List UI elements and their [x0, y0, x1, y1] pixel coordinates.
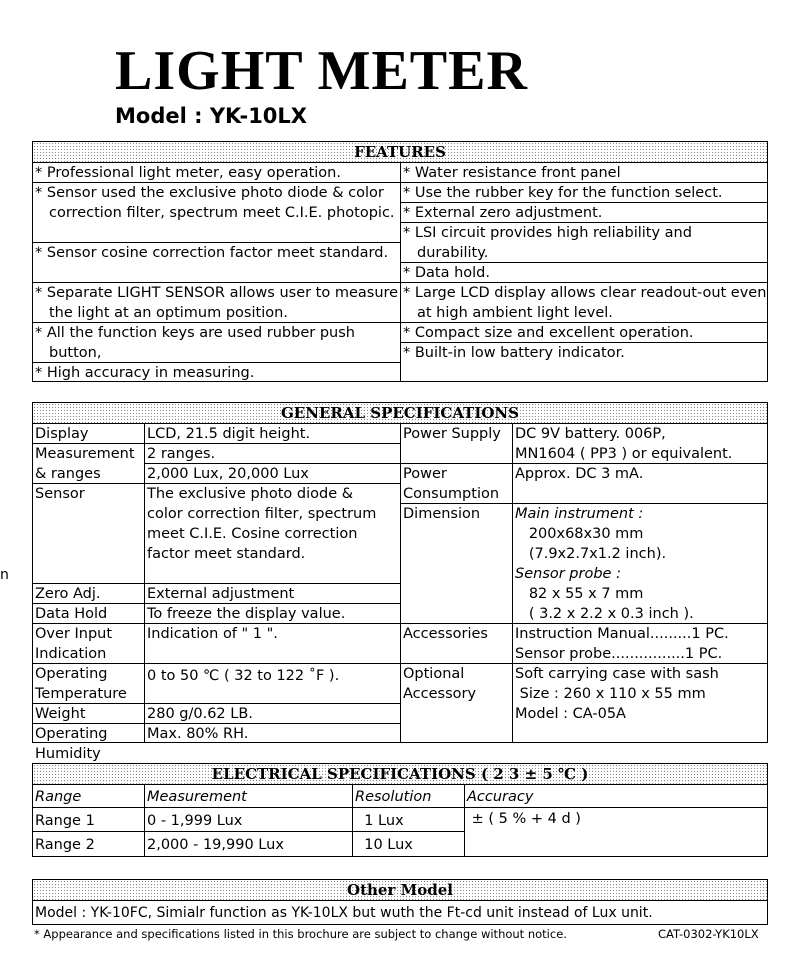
- table-cell: 10 Lux: [355, 837, 413, 853]
- table-cell: 1 Lux: [353, 808, 465, 832]
- spec-label-measurement: Measurement & ranges: [33, 444, 145, 484]
- spec-label-humidity: Operating Humidity: [35, 726, 108, 762]
- table-cell: 0 - 1,999 Lux: [145, 808, 353, 832]
- column-header-range: Range: [33, 785, 145, 808]
- catalog-code: CAT-0302-YK10LX: [658, 927, 759, 941]
- spec-value-humidity: Max. 80% RH.: [147, 726, 249, 742]
- spec-value-consumption: Approx. DC 3 mA.: [513, 464, 767, 504]
- spec-label-temperature: Operating Temperature: [33, 664, 145, 704]
- feature-item: * Sensor cosine correction factor meet standard.: [33, 243, 401, 283]
- feature-item: * Compact size and excellent operation.: [401, 323, 767, 343]
- features-section: [32, 141, 768, 382]
- spec-value-accessories: Instruction Manual.........1 PC. Sensor probe................1 PC.: [513, 624, 767, 664]
- spec-value-display: LCD, 21.5 digit height.: [145, 424, 401, 444]
- column-header-measurement: Measurement: [145, 785, 353, 808]
- feature-item: * Data hold.: [401, 263, 767, 283]
- feature-item: * High accuracy in measuring.: [35, 365, 255, 381]
- spec-label-display: Display: [33, 424, 145, 444]
- feature-item: * Built-in low battery indicator.: [403, 345, 625, 361]
- spec-value-hold: To freeze the display value.: [145, 604, 401, 624]
- electrical-specs-section: [32, 763, 768, 857]
- spec-label-weight: Weight: [33, 704, 145, 724]
- table-cell: 2,000 - 19,990 Lux: [147, 837, 284, 853]
- other-model-section: [32, 879, 768, 925]
- page-title: LIGHT METER: [115, 40, 528, 102]
- spec-value-measurement: 2 ranges.: [145, 444, 401, 464]
- feature-item: * External zero adjustment.: [401, 203, 767, 223]
- features-heading: FEATURES: [33, 142, 767, 163]
- column-header-resolution: Resolution: [353, 785, 465, 808]
- feature-item: * LSI circuit provides high reliability and durability.: [401, 223, 767, 263]
- spec-value-temperature: 0 to 50 ℃ ( 32 to 122 ˚F ).: [145, 664, 401, 704]
- spec-label-consumption: Power Consumption: [401, 464, 513, 504]
- spec-label-power-supply: Power Supply: [401, 424, 513, 464]
- stray-character: n: [0, 567, 9, 583]
- spec-value-power-supply: DC 9V battery. 006P, MN1604 ( PP3 ) or equivalent.: [513, 424, 767, 464]
- spec-label-over-input: Over Input Indication: [33, 624, 145, 664]
- spec-value-ranges: 2,000 Lux, 20,000 Lux: [145, 464, 401, 484]
- spec-value-sensor: The exclusive photo diode & color correction filter, spectrum meet C.I.E. Cosine correction factor meet standard.: [145, 484, 401, 584]
- table-cell: Range 2: [35, 837, 95, 853]
- disclaimer-note: * Appearance and specifications listed in this brochure are subject to change without notice.: [34, 927, 567, 941]
- feature-item: * Separate LIGHT SENSOR allows user to measure the light at an optimum position.: [33, 283, 401, 323]
- electrical-specs-heading: ELECTRICAL SPECIFICATIONS ( 2 3 ± 5 ℃ ): [33, 764, 767, 785]
- feature-item: * Sensor used the exclusive photo diode & color correction filter, spectrum meet C.I.E. photopic.: [33, 183, 401, 243]
- spec-value-dimension: Main instrument : 200x68x30 mm (7.9x2.7x1.2 inch). Sensor probe : 82 x 55 x 7 mm ( 3.2 x 2.2 x 0.3 inch ).: [513, 504, 767, 624]
- general-specs-heading: GENERAL SPECIFICATIONS: [33, 403, 767, 424]
- general-specs-section: [32, 402, 768, 762]
- feature-item: * Use the rubber key for the function select.: [401, 183, 767, 203]
- feature-item: * Water resistance front panel: [401, 163, 767, 183]
- spec-value-weight: 280 g/0.62 LB.: [145, 704, 401, 724]
- feature-item: * All the function keys are used rubber push button,: [33, 323, 401, 363]
- spec-value-zero: External adjustment: [145, 584, 401, 604]
- spec-value-over-input: Indication of " 1 ".: [145, 624, 401, 664]
- spec-label-dimension: Dimension: [401, 504, 513, 624]
- feature-item: * Large LCD display allows clear readout-out even at high ambient light level.: [403, 285, 767, 321]
- feature-item: * Professional light meter, easy operation.: [33, 163, 401, 183]
- spec-label-optional: Optional Accessory: [403, 666, 477, 702]
- other-model-text: Model : YK-10FC, Simialr function as YK-10LX but wuth the Ft-cd unit instead of Lux unit.: [35, 905, 653, 921]
- column-header-accuracy: Accuracy: [465, 785, 767, 808]
- table-cell: Range 1: [33, 808, 145, 832]
- accuracy-value: ± ( 5 % + 4 d ): [467, 811, 581, 827]
- spec-label-sensor: Sensor: [33, 484, 145, 584]
- model-heading: Model : YK-10LX: [115, 104, 307, 128]
- spec-value-optional: Soft carrying case with sash Size : 260 x 110 x 55 mm Model : CA-05A: [515, 666, 719, 722]
- other-model-heading: Other Model: [33, 880, 767, 901]
- spec-label-hold: Data Hold: [33, 604, 145, 624]
- spec-label-zero: Zero Adj.: [33, 584, 145, 604]
- spec-label-accessories: Accessories: [401, 624, 513, 664]
